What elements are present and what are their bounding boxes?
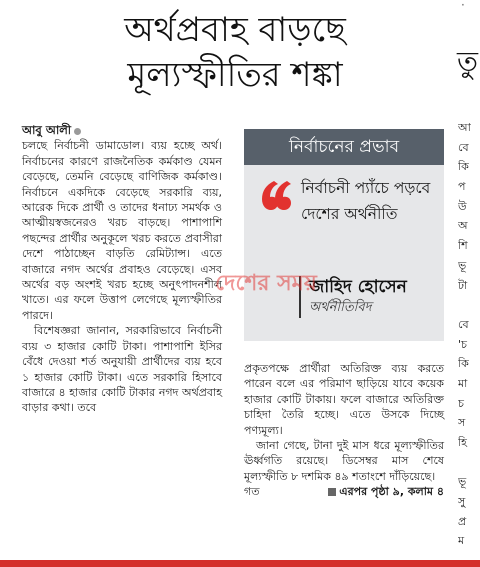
left-edge-fragment — [0, 179, 16, 199]
right-edge-fragment: প্র — [458, 514, 467, 528]
left-column-edge — [0, 120, 16, 540]
left-edge-fragment — [0, 278, 16, 298]
paragraph-1: চলছে নির্বাচনী ডামাডোল। ব্যয় হচ্ছে অর্থ। নির্বাচনের কারণে রাজনৈতিক কর্মকাণ্ড যেমন বেড়েছে, তেমনি বেড়েছে বাণিজিক কর্মকাণ্ড। নির্বাচনে একদিকে বেড়েছে সরকারি ব্যয়, আরেক দিকে প্রার্থী ও তাদের ধনাঢ্য সমর্থক ও আত্মীয়স্বজনেরও খরচ বাড়ছে। পাশাপাশি পছন্দের প্রার্থীর অনুকূলে খরচ করতে প্রবাসীরা দেশে পাঠাচ্ছেন বাড়তি রেমিট্যান্স। এতে বাজারে নগদ অর্থের প্রবাহও বেড়েছে। এসব অর্থের বড় অংশই খরচ হচ্ছে অনুৎপাদনশীল খাতে। এর ফলে উত্তাপ লেগেছে মূল্যস্ফীতির পারদে। — [22, 139, 222, 322]
right-column-edge — [458, 118, 480, 548]
quote-icon — [260, 177, 294, 213]
right-edge-fragment: কি — [458, 160, 469, 174]
right-edge-fragment: উ — [458, 199, 467, 213]
left-edge-fragment — [0, 337, 16, 357]
right-edge-fragment: শি — [458, 239, 468, 253]
right-edge-fragment: বে — [458, 317, 469, 331]
left-edge-fragment — [0, 435, 16, 455]
left-edge-fragment — [0, 455, 16, 475]
right-edge-fragment: স — [458, 416, 466, 430]
right-edge-fragment: চ — [458, 396, 464, 410]
left-edge-fragment — [0, 159, 16, 179]
headline-line-2: মূল্যস্ফীতির শঙ্কা — [127, 55, 343, 95]
byline-row — [22, 123, 222, 138]
right-edge-fragment — [458, 453, 480, 473]
left-edge-fragment — [0, 474, 16, 494]
sidebar-title: নির্বাচনী প্যাঁচে পড়বে দেশের অর্থনীতি — [301, 179, 431, 223]
paragraph-4: জানা গেছে, টানা দুই মাস ধরে মূল্যস্ফীতির ঊর্ধ্বগতি রয়েছে। ডিসেম্বর মাস শেষে মূল্যস্ফীতি ৮ দশমিক ৪৯ শতাংশে দাঁড়িয়েছে। — [244, 439, 444, 483]
adjacent-headline-fragment: তু — [457, 45, 479, 78]
right-edge-fragment: কি — [458, 357, 469, 371]
continued-notice[interactable] — [328, 484, 444, 499]
last-word: গত — [244, 485, 260, 499]
right-edge-fragment: 'চ — [458, 337, 467, 351]
adjacent-article-fragment-top — [455, 0, 480, 115]
watermark-logo: দেশের সময় — [215, 271, 317, 296]
adjacent-fragment-mark: · — [461, 0, 465, 12]
left-edge-fragment — [0, 415, 16, 435]
byline: আবু আলী — [22, 123, 72, 137]
left-edge-fragment — [0, 218, 16, 238]
left-edge-fragment — [0, 376, 16, 396]
right-edge-fragment: বে — [458, 140, 469, 154]
right-edge-fragment: আ — [458, 121, 471, 134]
left-edge-fragment — [0, 238, 16, 258]
article-column-1 — [22, 123, 222, 416]
right-edge-fragment: হি — [458, 436, 467, 449]
right-edge-fragment: অ — [458, 219, 468, 233]
sidebar-box — [244, 129, 444, 341]
left-edge-fragment — [0, 258, 16, 278]
left-edge-fragment — [0, 140, 16, 160]
continuation-line — [244, 484, 444, 499]
right-edge-fragment: ভূ — [458, 258, 467, 272]
left-edge-fragment — [0, 317, 16, 337]
sidebar-header: নির্বাচনের প্রভাব — [244, 129, 444, 165]
right-edge-fragment: টা — [458, 278, 468, 292]
bottom-red-bar — [0, 560, 480, 567]
headline-line-1: অর্থপ্রবাহ বাড়ছে — [124, 10, 346, 50]
article-column-2 — [244, 361, 444, 500]
continued-text: এরপর পৃষ্ঠা ৯, কলাম ৪ — [339, 485, 444, 499]
headline — [70, 8, 400, 98]
byline-bullet-icon — [74, 128, 81, 135]
right-edge-fragment: ম — [458, 534, 465, 548]
left-edge-fragment — [0, 396, 16, 416]
right-edge-fragment — [458, 295, 480, 315]
left-edge-fragment — [0, 199, 16, 219]
sidebar-author-name: জাহিদ হোসেন — [309, 277, 407, 297]
right-edge-fragment: প — [458, 180, 466, 194]
left-edge-fragment — [0, 297, 16, 317]
sidebar-author-role: অর্থনীতিবিদ — [309, 300, 372, 315]
right-edge-fragment: ভূ — [458, 475, 467, 489]
paragraph-2: বিশেষজ্ঞরা জানান, সরকারিভাবে নির্বাচনী ব্যয় ৩ হাজার কোটি টাকা। পাশাপাশি ইসির বেঁধে দেওয়া শর্ত অনুযায়ী প্রার্থীদের ব্যয় হবে ১ হাজার কোটি টাকা। এতে সরকারি হিসাবে বাজারে ৪ হাজার কোটি টাকার নগদ অর্থপ্রবাহ বাড়ার কথা। তবে — [22, 324, 222, 415]
left-edge-fragment — [0, 494, 16, 514]
right-edge-fragment: সু — [458, 495, 466, 509]
left-edge-fragment — [0, 356, 16, 376]
right-edge-fragment: মা — [458, 376, 468, 390]
paragraph-3: প্রকৃতপক্ষে প্রার্থীরা অতিরিক্ত ব্যয় করতে পারেন বলে এর পরিমাণ ছাড়িয়ে যাবে কয়েক হাজার কোটি টাকায়। ফলে বাজারে অতিরিক্ত চাহিদা তৈরি হচ্ছে। এতে উসকে দিচ্ছে পণ্যমূল্য। — [244, 362, 444, 437]
left-edge-fragment — [0, 120, 16, 140]
continue-square-icon — [328, 488, 336, 496]
